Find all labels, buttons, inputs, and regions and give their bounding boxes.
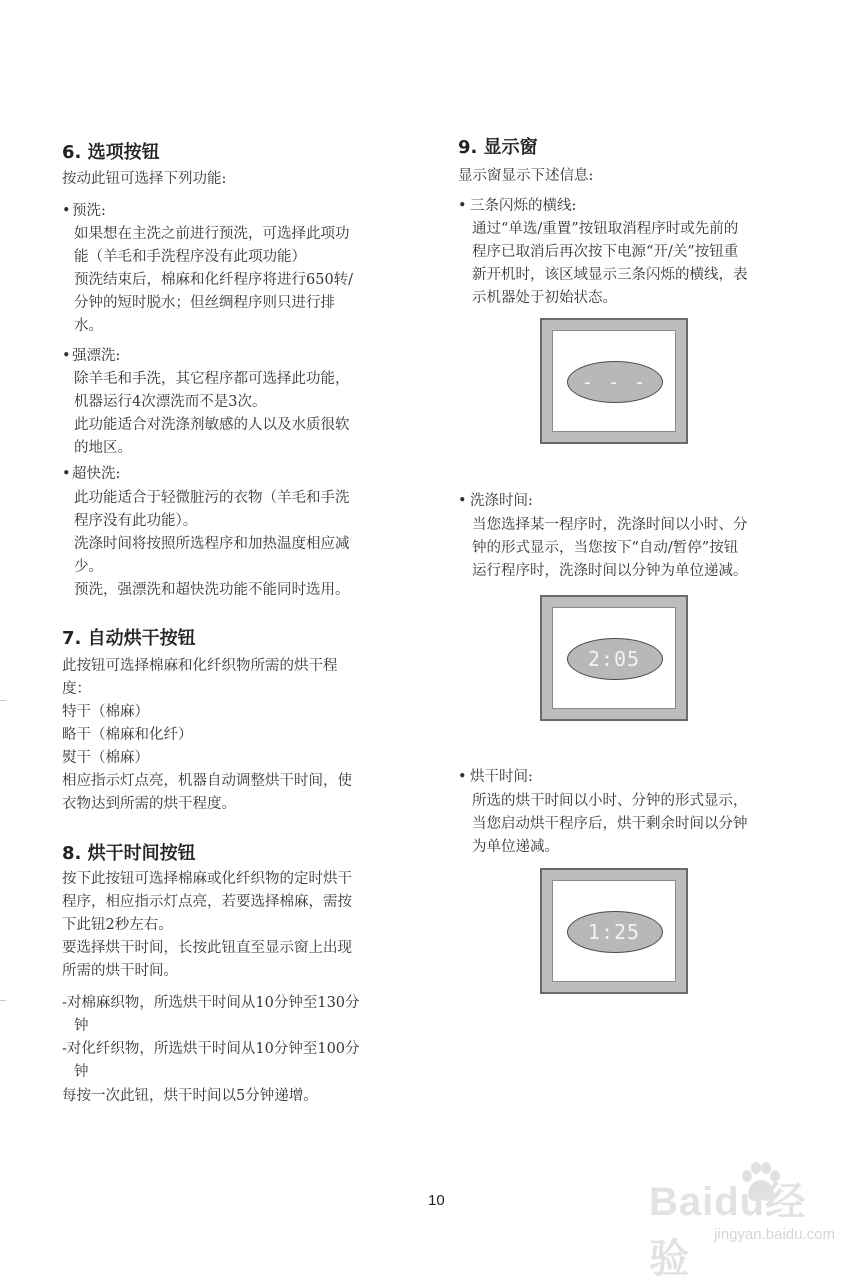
bullet-extra-rinse-body: 除羊毛和手洗，其它程序都可选择此功能， 机器运行4次漂洗而不是3次。 此功能适合对洗涤剂敏感的人以及水质很软 的地区。 (74, 371, 350, 456)
scan-mark (0, 700, 6, 701)
section-8-synthetic-range: -对化纤织物，所选烘干时间从10分钟至100分 钟 (62, 1041, 360, 1080)
bullet-dashes-body: 通过“单选/重置”按钮取消程序时或先前的 程序已取消后再次按下电源“开/关”按钮重 新开机时，该区域显示三条闪烁的横线，表 示机器处于初始状态。 (472, 221, 748, 306)
display-readout: 2:05 (587, 647, 641, 671)
section-9-intro: 显示窗显示下述信息: (458, 168, 594, 184)
bullet-quick-wash-title: 超快洗: (72, 466, 121, 482)
section-6-intro: 按动此钮可选择下列功能: (62, 171, 227, 187)
bullet-dot: • (458, 769, 467, 785)
section-8-cotton-range: -对棉麻织物，所选烘干时间从10分钟至130分 钟 (62, 995, 360, 1034)
display-readout: 1:25 (587, 920, 641, 944)
bullet-dry-time-body: 所选的烘干时间以小时、分钟的形式显示， 当您启动烘干程序后，烘干剩余时间以分钟 为单位递减。 (472, 793, 748, 855)
bullet-prewash-title: 预洗: (72, 203, 106, 219)
scan-mark (0, 1000, 6, 1001)
section-6-heading: 6. 选项按钮 (62, 142, 160, 163)
section-8-heading: 8. 烘干时间按钮 (62, 843, 196, 864)
watermark-logo: Baidu经验 (649, 1180, 807, 1281)
bullet-dot: • (458, 493, 467, 509)
bullet-dot: • (62, 203, 71, 219)
section-7-heading: 7. 自动烘干按钮 (62, 628, 196, 649)
bullet-dot: • (458, 198, 467, 214)
bullet-quick-wash-body: 此功能适合于轻微脏污的衣物（羊毛和手洗 程序没有此功能）。 洗涤时间将按照所选程序和加热温度相应减 少。 预洗，强漂洗和超快洗功能不能同时选用。 (74, 490, 350, 598)
bullet-prewash-body: 如果想在主洗之前进行预洗，可选择此项功 能（羊毛和手洗程序没有此项功能） 预洗结束后，棉麻和化纤程序将进行650转/ 分钟的短时脱水；但丝绸程序则只进行排 水。 (74, 226, 354, 334)
display-window-dashes (540, 318, 688, 444)
page-number: 10 (428, 1192, 445, 1209)
bullet-wash-time-title: 洗涤时间: (470, 493, 533, 509)
display-readout: - - - (581, 370, 647, 394)
section-8-increment-note: 每按一次此钮，烘干时间以5分钟递增。 (62, 1088, 318, 1104)
bullet-extra-rinse-title: 强漂洗: (72, 348, 121, 364)
display-window-wash-time (540, 595, 688, 721)
watermark-url[interactable]: jingyan.baidu.com (714, 1226, 835, 1243)
bullet-dot: • (62, 348, 71, 364)
section-7-body: 此按钮可选择棉麻和化纤织物所需的烘干程 度： 特干（棉麻） 略干（棉麻和化纤） 熨干（棉麻） 相应指示灯点亮，机器自动调整烘干时间，使 衣物达到所需的烘干程度。 (62, 658, 352, 812)
bullet-dry-time-title: 烘干时间: (470, 769, 533, 785)
bullet-wash-time-body: 当您选择某一程序时，洗涤时间以小时、分 钟的形式显示，当您按下“自动/暂停”按钮 运行程序时，洗涤时间以分钟为单位递减。 (472, 517, 748, 579)
section-9-heading: 9. 显示窗 (458, 137, 538, 158)
bullet-dot: • (62, 466, 71, 482)
display-window-dry-time (540, 868, 688, 994)
baidu-watermark[interactable] (649, 1160, 839, 1281)
section-8-body: 按下此按钮可选择棉麻或化纤织物的定时烘干 程序，相应指示灯点亮，若要选择棉麻，需按 下此钮2秒左右。 要选择烘干时间，长按此钮直至显示窗上出现 所需的烘干时间。 (62, 871, 352, 979)
bullet-dashes-title: 三条闪烁的横线: (470, 198, 577, 214)
